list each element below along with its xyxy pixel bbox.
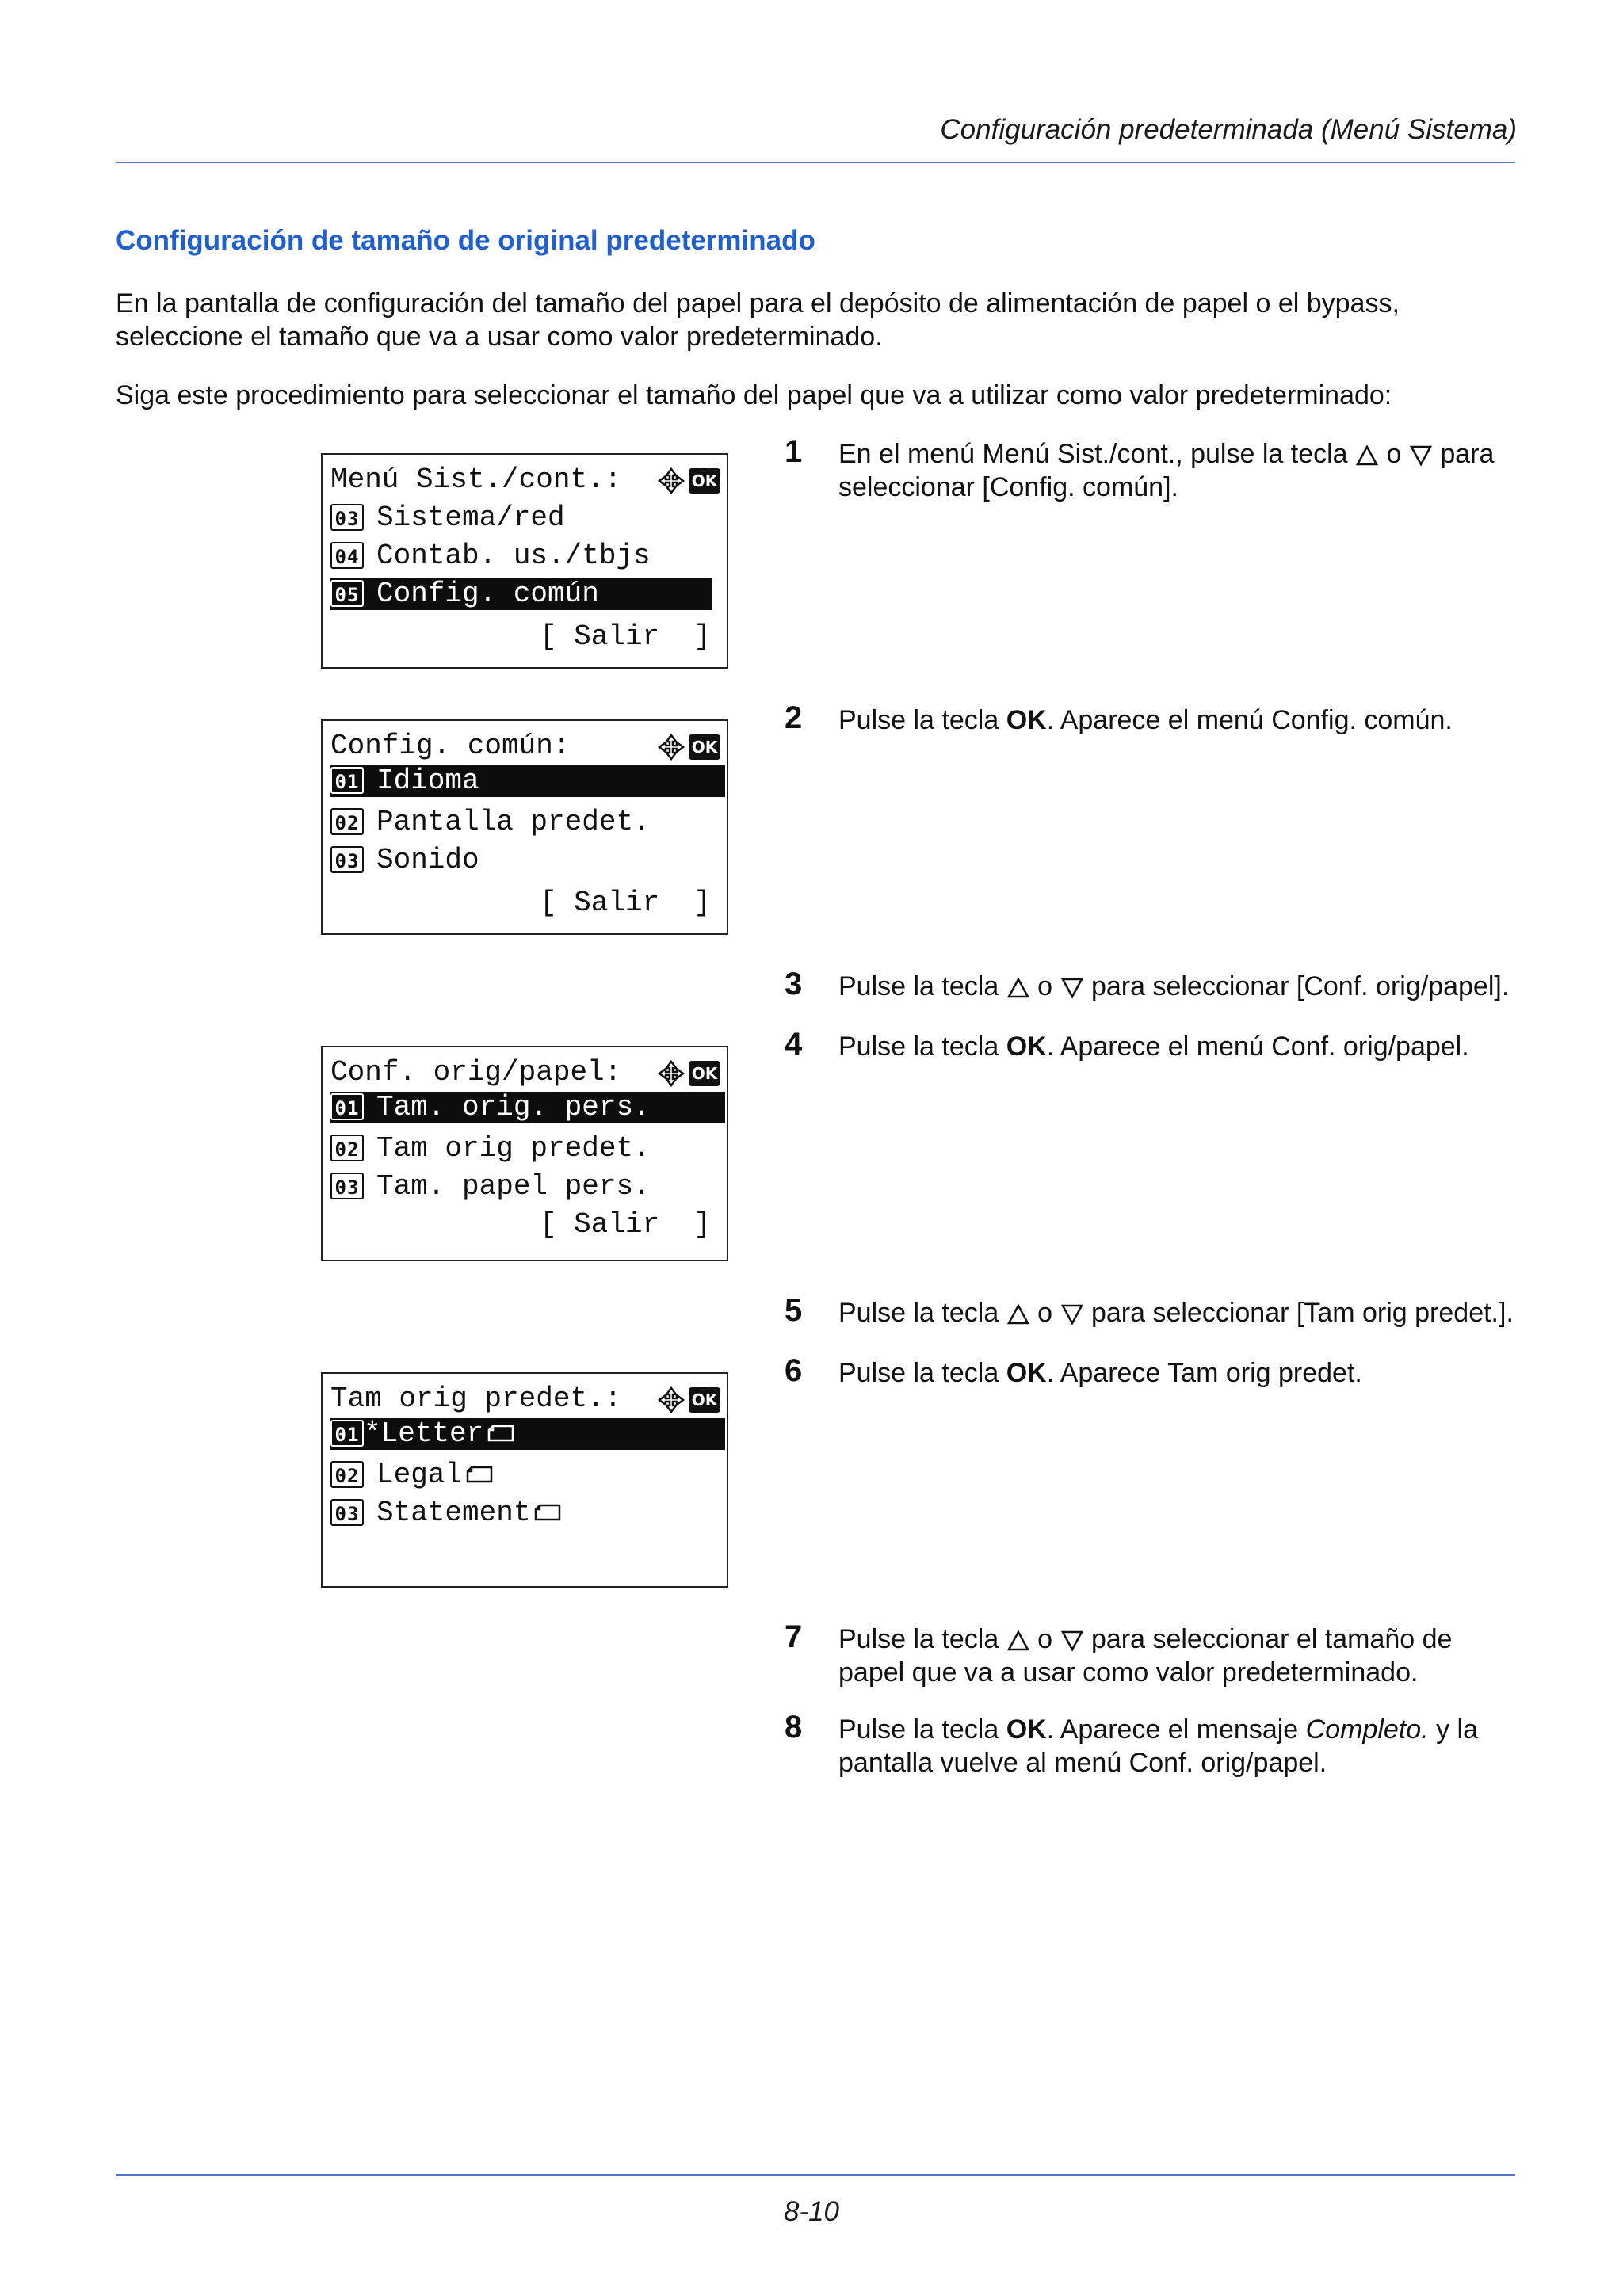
item-label: Tam. orig. pers. [376,1091,651,1123]
item-label: *Letter [364,1417,484,1450]
step-text [838,1030,1525,1063]
up-arrow-key-icon [1006,1303,1030,1325]
lcd-item-selected [330,1418,725,1450]
item-label: Sistema/red [376,502,565,534]
navigation-cross-icon [657,1386,685,1413]
message-name: Completo. [1305,1714,1429,1745]
step-number: 7 [785,1619,803,1654]
step-text-part: . Aparece Tam orig predet. [1046,1358,1362,1388]
item-number: 02 [330,1461,364,1488]
step-text-part: o [1037,1624,1053,1654]
step-text-part: Pulse la tecla [838,971,999,1001]
ok-key-label: OK [1006,705,1047,735]
step-text-part: para seleccionar [Conf. orig/papel]. [1090,971,1510,1001]
step-number: 4 [785,1027,803,1062]
lcd-screen-common-config [321,719,728,935]
step-number: 2 [785,700,803,735]
lcd-item [330,1171,725,1203]
step-text-part: . Aparece el menú Config. común. [1046,705,1453,735]
lcd-item-selected [330,578,712,610]
step-text-part: Pulse la tecla [838,1032,999,1062]
step-number: 6 [785,1353,803,1388]
navigation-cross-icon [657,467,685,494]
step-text-part: Pulse la tecla [838,1624,999,1654]
item-label: Sonido [376,844,479,876]
lcd-item-selected [330,765,725,797]
down-arrow-key-icon [1060,977,1084,999]
ok-key-label: OK [1006,1358,1047,1388]
lcd-title: Config. común: [330,730,571,762]
ok-key-icon: OK [689,1061,720,1086]
item-label: Statement [376,1497,531,1529]
lcd-item [330,502,725,534]
step-text-part: para seleccionar [Tam orig predet.]. [1090,1298,1514,1328]
step-text [838,1623,1525,1689]
lcd-title: Menú Sist./cont.: [330,463,622,496]
lcd-icons [657,1386,720,1413]
lcd-icons [657,1060,720,1087]
lcd-item [330,1459,725,1491]
page-number: 8-10 [783,2196,840,2227]
lcd-item [330,845,725,876]
up-arrow-key-icon [1006,977,1030,999]
step-text-part: o [1037,971,1053,1001]
up-arrow-key-icon [1006,1630,1030,1652]
header-rule [116,162,1515,163]
item-label: Config. común [376,578,599,610]
step-text [838,1713,1525,1779]
item-number: 03 [330,1499,364,1526]
ok-key-label: OK [1006,1032,1047,1062]
section-heading: Configuración de tamaño de original predeterminado [116,225,815,256]
step-text-part: . Aparece el menú Conf. orig/papel. [1046,1032,1469,1062]
step-text-part: Pulse la tecla [838,705,999,735]
lcd-title: Tam orig predet.: [330,1383,622,1415]
down-arrow-key-icon [1409,444,1433,467]
ok-key-icon: OK [689,468,720,494]
lcd-item [330,807,725,838]
step-text [838,704,1525,737]
lcd-item [330,1133,725,1165]
item-number: 02 [330,808,364,835]
step-text-part: para seleccionar [Config. común]. [838,439,1495,502]
lcd-title: Conf. orig/papel: [330,1056,622,1089]
step-text-part: . Aparece el mensaje [1046,1714,1299,1745]
lcd-item [330,1497,725,1529]
step-text-part: para seleccionar el tamaño de papel que va a usar como valor predeterminado. [838,1624,1453,1688]
step-number: 5 [785,1293,803,1328]
lcd-screen-default-orig-size [321,1372,728,1588]
lcd-item [330,540,725,572]
lcd-icons [657,467,720,494]
item-label: Legal [376,1459,463,1491]
step-text [838,1296,1525,1329]
lcd-exit-softkey: [ Salir ] [539,887,711,919]
paper-orientation-icon [465,1465,494,1484]
item-number: 01 [330,1420,364,1447]
step-text-part: Pulse la tecla [838,1714,999,1745]
lcd-exit-softkey: [ Salir ] [539,620,711,653]
step-number: 3 [785,967,803,1001]
step-text-part: Pulse la tecla [838,1298,999,1328]
step-text-part: Pulse la tecla [838,1358,999,1388]
up-arrow-key-icon [1355,444,1379,467]
paper-orientation-icon [487,1424,515,1443]
ok-key-label: OK [1006,1714,1047,1745]
step-number: 8 [785,1710,803,1745]
header-title: Configuración predeterminada (Menú Sistema) [940,114,1517,145]
footer-rule [116,2174,1515,2176]
step-text-part: o [1037,1298,1053,1328]
paper-orientation-icon [533,1503,562,1522]
down-arrow-key-icon [1060,1303,1084,1325]
lcd-screen-orig-paper-config [321,1046,728,1261]
step-text-part: o [1386,439,1402,469]
step-text-part: y la pantalla vuelve al menú Conf. orig/papel. [838,1714,1479,1778]
item-number: 03 [330,1173,364,1199]
ok-key-icon: OK [689,734,720,760]
intro-paragraph-2: Siga este procedimiento para seleccionar el tamaño del papel que va a utilizar como valor predeterminado: [116,380,1392,410]
item-label: Tam orig predet. [376,1132,651,1165]
ok-key-icon: OK [689,1387,720,1413]
navigation-cross-icon [657,1060,685,1087]
step-text [838,970,1525,1003]
step-text [838,1356,1525,1390]
lcd-item-selected [330,1092,725,1123]
item-number: 02 [330,1135,364,1161]
item-number: 03 [330,846,364,873]
navigation-cross-icon [657,734,685,761]
item-label: Pantalla predet. [376,806,651,838]
down-arrow-key-icon [1060,1630,1084,1652]
item-number: 01 [330,1093,364,1120]
item-number: 01 [330,767,364,794]
intro-paragraph-1: En la pantalla de configuración del tamaño del papel para el depósito de alimentación de papel o el bypass, seleccione el tamaño que va a usar como valor predeterminado. [116,288,1400,352]
item-label: Contab. us./tbjs [376,540,651,572]
lcd-icons [657,734,720,761]
item-number: 03 [330,504,364,531]
item-number: 04 [330,542,364,569]
item-number: 05 [330,580,364,607]
step-number: 1 [785,434,803,469]
lcd-screen-system-menu [321,453,728,669]
item-label: Tam. papel pers. [376,1170,651,1203]
item-label: Idioma [376,765,479,797]
lcd-exit-softkey: [ Salir ] [539,1208,711,1241]
step-text-part: En el menú Menú Sist./cont., pulse la tecla [838,439,1348,469]
step-text [838,437,1525,504]
